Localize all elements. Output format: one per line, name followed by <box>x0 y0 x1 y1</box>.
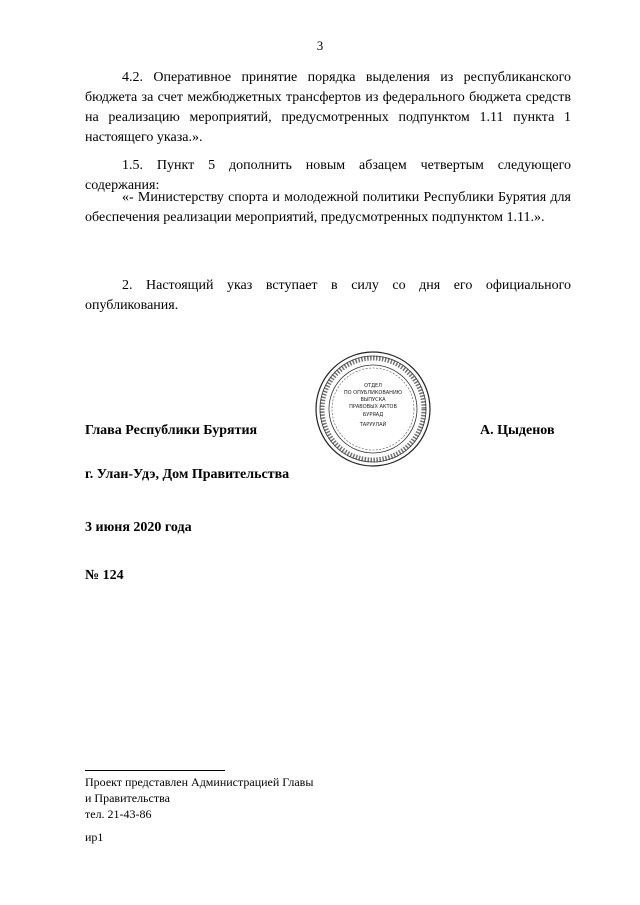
paragraph-text: 1.5. Пункт 5 дополнить новым абзацем четвертым следующего содержания: <box>85 158 571 193</box>
paragraph-4-2 <box>85 68 571 148</box>
page-number: 3 <box>316 38 324 53</box>
seal-line: ВЫПУСКА <box>360 397 386 403</box>
signatory-title: Глава Республики Бурятия <box>85 423 258 438</box>
footnote-line: и Правительства <box>85 791 170 805</box>
paragraph-text: «- Министерству спорта и молодежной политики Республики Бурятия для обеспечения реализации мероприятий, предусмотренных подпунктом 1.11.». <box>85 190 571 225</box>
seal-line: ПРАВОВЫХ АКТОВ <box>349 404 397 410</box>
paragraph-text: 4.2. Оперативное принятие порядка выделения из республиканского бюджета за счет межбюджетных трансфертов из федерального бюджета средств на реализацию мероприятий, предусмотренных подпунктом 1.11 пункта 1 настоящего указа.». <box>85 70 571 145</box>
footnote <box>85 774 313 822</box>
executor-initials: ир1 <box>85 830 104 844</box>
paragraph-text: 2. Настоящий указ вступает в силу со дня его официального опубликования. <box>85 278 571 313</box>
footnote-line: Проект представлен Администрацией Главы <box>85 775 314 789</box>
paragraph-2 <box>85 276 571 316</box>
signatory-name: А. Цыденов <box>480 423 555 438</box>
signing-date: 3 июня 2020 года <box>85 520 192 535</box>
footnote-phone: тел. 21-43-86 <box>85 807 152 821</box>
seal-line: ТАРУУЛАЙ <box>359 422 387 428</box>
seal-line: ПО ОПУБЛИКОВАНИЮ <box>343 390 403 396</box>
signing-place: г. Улан-Удэ, Дом Правительства <box>85 467 290 482</box>
paragraph-quote <box>85 188 571 228</box>
decree-number: № 124 <box>85 568 124 583</box>
seal-line: БУРЯАД <box>362 412 384 418</box>
footnote-divider <box>85 770 225 771</box>
seal-line: ОТДЕЛ <box>364 383 382 389</box>
official-seal-stamp <box>314 350 432 468</box>
